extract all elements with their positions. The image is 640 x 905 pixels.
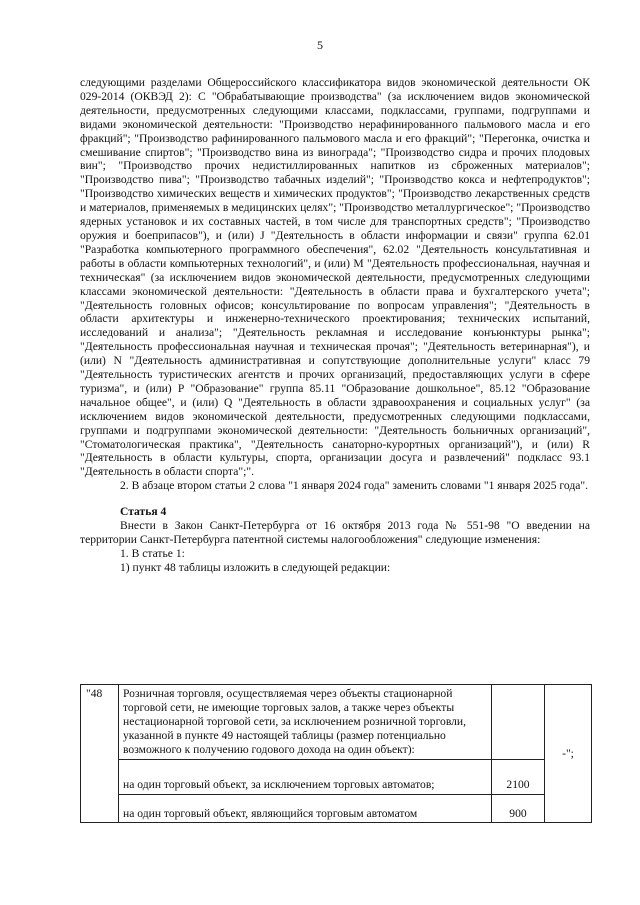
page-number: 5 xyxy=(317,38,323,52)
subrow-value: 900 xyxy=(492,795,545,823)
article-4-title: Статья 4 xyxy=(120,505,167,519)
article-4-intro: Внести в Закон Санкт-Петербурга от 16 октября 2013 года № 551-98 "О введении на территории Санкт-Петербурга патентной системы налогообложения" следующие изменения: xyxy=(80,519,590,546)
tax-table xyxy=(80,684,592,823)
row-number-cell: "48 xyxy=(81,685,119,823)
subrow-label: на один торговый объект, за исключением торговых автоматов; xyxy=(119,760,492,795)
row-value-cell-empty xyxy=(492,685,545,760)
table-row xyxy=(81,795,592,823)
subrow-value: 2100 xyxy=(492,760,545,795)
paragraph-okved-list: следующими разделами Общероссийского классификатора видов экономической деятельности ОК 029-2014 (ОКВЭД 2): С "Обрабатывающие производства" (за исключением видов экономической деятельности, предусмотренных следующими классами, подклассами, группами, подгруппами и видами экономической деятельности: "Производство нерафинированного пальмового масла и его фракций"; "Производство рафинированного пальмового масла и его фракций"; "Перегонка, очистка и смешивание спиртов"; "Производство вина из винограда"; "Производство сидра и прочих плодовых вин"; "Производство прочих недистиллированных напитков из сброженных материалов"; "Производство пива"; "Производство табачных изделий"; "Производство кокса и нефтепродуктов"; "Производство химических веществ и химических продуктов"; "Производство лекарственных средств и материалов, применяемых в медицинских целях"; "Производство металлургическое"; "Производство ядерных установок и их составных частей, в том числе для транспортных средств"; "Производство оружия и боеприпасов"), и (или) J "Деятельность в области информации и связи" группа 62.01 "Разработка компьютерного программного обеспечения", 62.02 "Деятельность консультативная и работы в области компьютерных технологий", и (или) М "Деятельность профессиональная, научная и техническая" (за исключением видов экономической деятельности, предусмотренных следующими классами экономической деятельности: "Деятельность в области права и бухгалтерского учета"; "Деятельность головных офисов; консультирование по вопросам управления"; "Деятельность в области архитектуры и инженерно-технического проектирования; технических испытаний, исследований и анализа"; "Деятельность рекламная и исследование конъюнктуры рынка"; "Деятельность профессиональная научная и техническая прочая"; "Деятельность ветеринарная"), и (или) N "Деятельность административная и сопутствующие дополнительные услуги" класс 79 "Деятельность туристических агентств и прочих организаций, предоставляющих услуги в сфере туризма", и (или) Р "Образование" группа 85.11 "Образование дошкольное", 85.12 "Образование начальное общее", и (или) Q "Деятельность в области здравоохранения и социальных услуг" (за исключением видов экономической деятельности, предусмотренных следующими подклассами, группами и подгруппами экономической деятельности: "Деятельность больничных организаций", "Стоматологическая практика", "Деятельность санаторно-курортных организаций"), и (или) R "Деятельность в области культуры, спорта, организации досуга и развлечений" подкласс 93.1 "Деятельность в области спорта";". xyxy=(80,76,590,479)
row-description-cell: Розничная торговля, осуществляемая через объекты стационарной торговой сети, не имеющие торговых залов, а также через объекты нестационарной торговой сети, за исключением розничной торговли, указанной в пункте 49 настоящей таблицы (размер потенциально возможного к получению годового дохода на один объект): xyxy=(119,685,492,760)
paragraph-article2-amendment: 2. В абзаце втором статьи 2 слова "1 января 2024 года" заменить словами "1 января 2025 года". xyxy=(120,479,588,493)
article-4-item-1: 1. В статье 1: xyxy=(120,546,185,560)
table-row xyxy=(81,760,592,795)
table-row xyxy=(81,685,592,760)
document-body xyxy=(80,76,590,575)
article-4-subitem-1: 1) пункт 48 таблицы изложить в следующей редакции: xyxy=(120,560,391,574)
subrow-label: на один торговый объект, являющийся торговым автоматом xyxy=(119,795,492,823)
row-tail-cell: -"; xyxy=(545,685,592,823)
